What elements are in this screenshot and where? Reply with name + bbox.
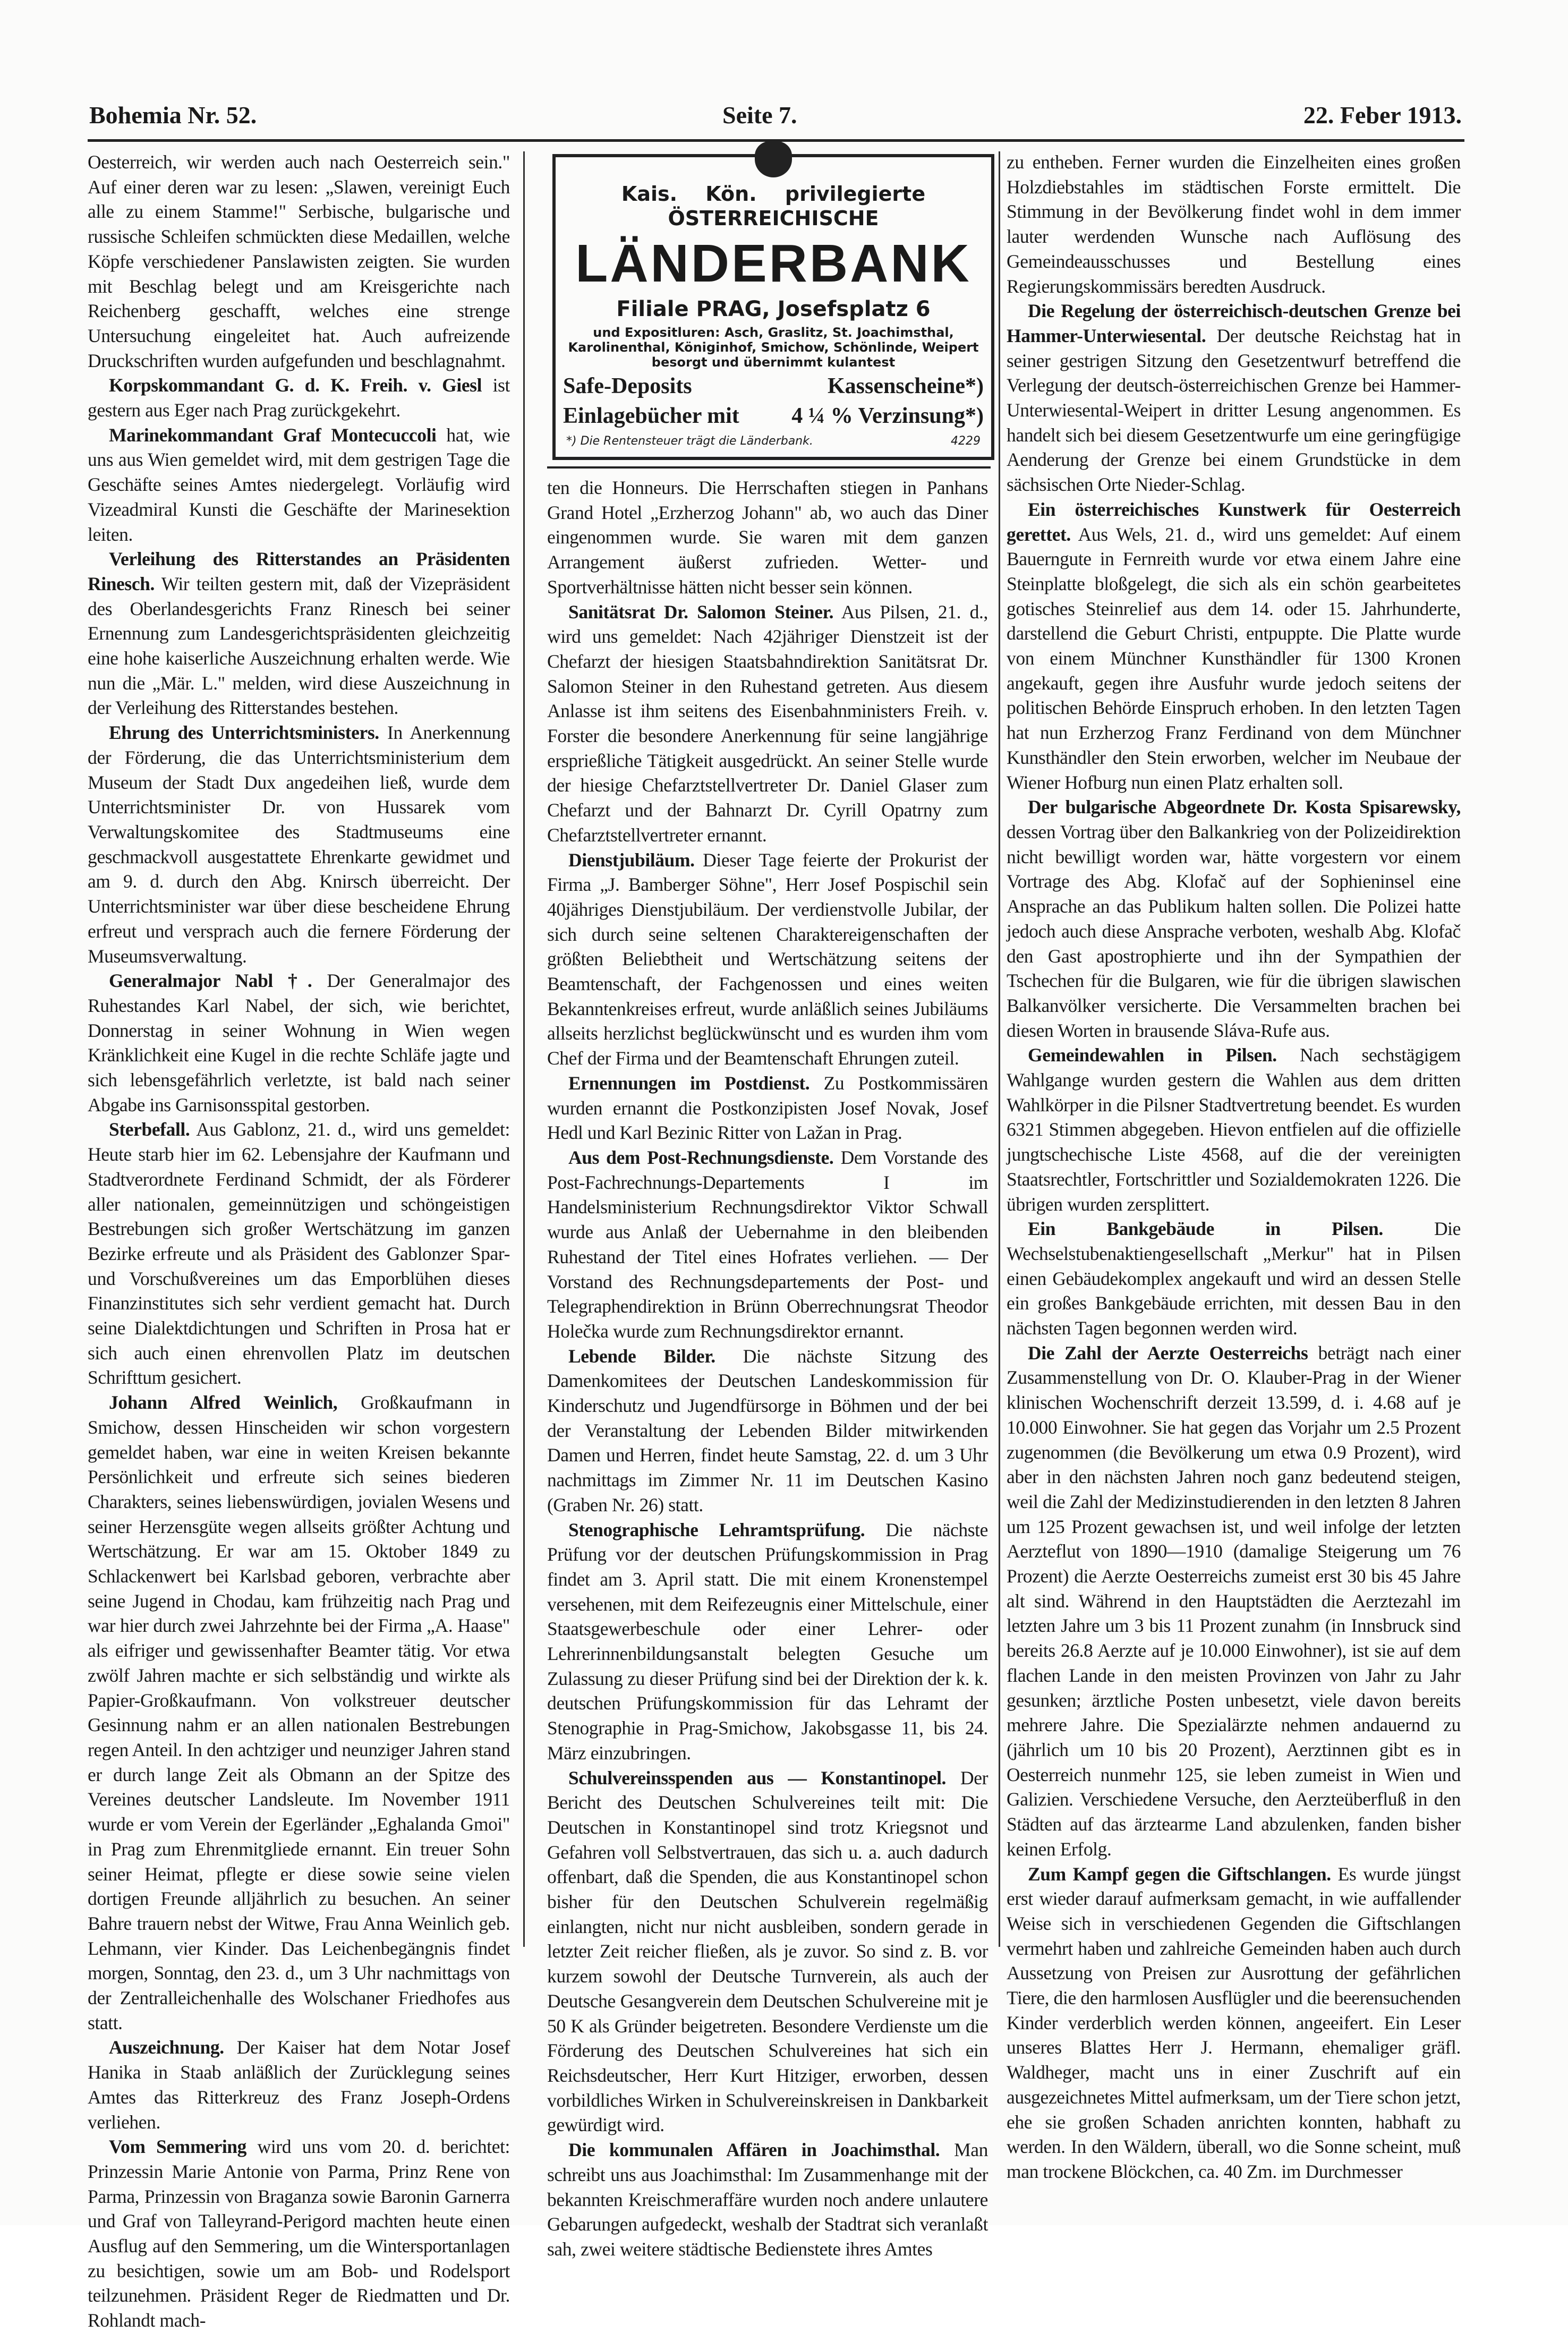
article-body: ist gestern aus Eger nach Prag zurückgekehrt. [88, 374, 510, 421]
article-body: Die nächste Sitzung des Damenkomitees der Deutschen Landeskommission für Kinderschutz und Jugendfürsorge in Böhmen und der bei der Veranstaltung der Lebenden Bilder mitwirkenden Damen und Herren, findet heute Samstag, 22. d. um 3 Uhr nachmittags im Zimmer Nr. 11 im Deutschen Kasino (Graben Nr. 26) statt. [547, 1345, 988, 1515]
article-headline: Ein Bankgebäude in Pilsen. [1028, 1218, 1383, 1240]
article [1007, 1862, 1461, 2184]
ad-line: ÖSTERREICHISCHE [668, 207, 879, 230]
article [547, 1344, 988, 1518]
article-body: dessen Vortrag über den Balkankrieg von der Polizeidirektion nicht bewilligt worden war, hätte vorgestern vor einem Vortrage des Abg. Klofač auf der Sophieninsel eine Ansprache an das Publikum halten sollen. Die Polizei hatte jedoch auch diese Ansprache verboten, weshalb Abg. Klofač den Gast apostrophierte und ihn der Sympathien der Tschechen für die Bulgaren, wie für die übrigen slawischen Balkanvölker versicherte. Die Versammelten brachen bei diesen Worten in brausende Sláva-Rufe aus. [1007, 821, 1461, 1041]
article-headline: Die Zahl der Aerzte Oesterreichs [1028, 1342, 1308, 1364]
ad-number: 4229 [951, 435, 981, 448]
article [547, 2138, 988, 2262]
double-eagle-emblem-icon [755, 141, 792, 177]
article [547, 848, 988, 1071]
article-body: Zu Postkommissären wurden ernannt die Postkonzipisten Josef Novak, Josef Hedl und Karl Bezinic Ritter von Lažan in Prag. [547, 1072, 988, 1144]
article-headline: Generalmajor Nabl †. [109, 970, 312, 992]
article [88, 423, 510, 547]
article-body: Aus Wels, 21. d., wird uns gemeldet: Auf einem Bauerngute in Fernreith wurde vor etwa einem Jahre eine Steinplatte bloßgelegt, die sich als ein schön gearbeitetes gotisches Steinrelief aus dem 14. oder 15. Jahrhunderte, darstellend die Geburt Christi, entpuppte. Die Platte wurde von einem Münchner Kunsthändler für 1300 Kronen angekauft, gegen ihre Ausfuhr wurde jedoch seitens der politischen Behörde Einspruch erhoben. In den letzten Tagen hat nun Erzherzog Franz Ferdinand von dem Münchner Kunsthändler den Stein erworben, welcher im Neubaue der Wiener Hofburg nun einen Platz erhalten soll. [1007, 523, 1461, 793]
article-headline: Aus dem Post-Rechnungsdienste. [568, 1146, 834, 1168]
article-headline: Die kommunalen Affären in Joachimsthal. [568, 2139, 940, 2161]
article [1007, 1216, 1461, 1341]
article [547, 475, 988, 600]
article [88, 2134, 510, 2333]
article [88, 1117, 510, 1390]
article-headline: Auszeichnung. [109, 2037, 224, 2058]
article-headline: Stenographische Lehramtsprüfung. [568, 1519, 865, 1540]
article-body: ten die Honneurs. Die Herrschaften stiegen in Panhans Grand Hotel „Erzherzog Johann" ab, wo auch das Diner eingenommen wurde. Sie waren mit dem ganzen Arrangement äußerst zufrieden. Wetter- und Sportverhältnisse hätten nicht besser sein können. [547, 477, 988, 598]
article [88, 2035, 510, 2134]
article [1007, 1341, 1461, 1862]
article [1007, 1043, 1461, 1216]
article-body: wird uns vom 20. d. berichtet: Prinzessin Marie Antonie von Parma, Prinz Rene von Parma, Prinzessin von Braganza sowie Baronin Garnerra und Graf von Talleyrand-Perigord machten heute einen Ausflug auf den Semmering, um die Wintersportanlagen zu besichtigen, sowie um am Bob- und Rodelsport teilzunehmen. Präsident Reger de Riedmatten und Dr. Rohlandt mach- [88, 2136, 510, 2331]
article-headline: Sterbefall. [109, 1119, 190, 1140]
article [88, 547, 510, 720]
article [1007, 299, 1461, 497]
article [547, 1071, 988, 1145]
article-headline: Zum Kampf gegen die Giftschlangen. [1028, 1863, 1331, 1885]
header-page-number: Seite 7. [722, 101, 797, 129]
article [547, 1145, 988, 1344]
ad-line: Kais. Kön. privilegierte [621, 182, 926, 206]
article-body: Man schreibt uns aus Joachimsthal: Im Zusammenhange mit der bekannten Kreischmeraffäre wurden noch andere unlautere Gebarungen aufgedeckt, weshalb der Stadtrat sich veranlaßt sah, zwei weitere städtische Bedienstete ihres Amtes [547, 2139, 988, 2260]
article [88, 373, 510, 422]
ad-footnote: *) Die Rentensteuer trägt die Länderbank. [566, 435, 813, 448]
ad-service: Safe-Deposits [563, 374, 692, 398]
article-headline: Verleihung des Ritterstandes an Präsidenten Rinesch. [88, 548, 510, 594]
ad-address: Filiale PRAG, Josefsplatz 6 [616, 297, 931, 321]
article-headline: Der bulgarische Abgeordnete Dr. Kosta Spisarewsky, [1028, 796, 1461, 818]
article-body: Es wurde jüngst erst wieder darauf aufmerksam gemacht, in wie auffallender Weise sich in verschiedenen Gegenden die Giftschlangen vermehrt haben und zahlreiche Gemeinden haben auch durch Aussetzung von Preisen zur Ausrottung der gefährlichen Tiere, die den harmlosen Ausflügler und die beerensuchenden Kinder verderblich werden können, angeeifert. Ein Leser unseres Blattes Herr J. Hermann, ehemaliger gräfl. Waldheger, macht uns in einer Zuschrift auf ein ausgezeichnetes Mittel aufmerksam, um der Tiere schon jetzt, ehe sie großen Schaden anrichten konnten, habhaft zu werden. In den Wäldern, überall, wo die Sonne scheint, muß man trockene Blöckchen, ca. 40 Zm. im Durchmesser [1007, 1863, 1461, 2182]
ad-service: Kassenscheine*) [828, 374, 984, 398]
article-body: hat, wie uns aus Wien gemeldet wird, mit dem gestrigen Tage die Geschäfte seines Amtes niedergelegt. Vorläufig wird Vizeadmiral Kunsti die Geschäfte der Marinesektion leiten. [88, 424, 510, 545]
article-body: Dem Vorstande des Post-Fachrechnungs-Departements I im Handelsministerium Rechnungsdirektor Viktor Schwall wurde aus Anlaß der Uebernahme in den bleibenden Ruhestand der Titel eines Hofrates verliehen. — Der Vorstand des Rechnungsdepartements der Post- und Telegraphendirektion in Brünn Oberrechnungsrat Theodor Holečka wurde zum Rechnungsdirektor ernannt. [547, 1146, 988, 1342]
ad-branches: und Expositluren: Asch, Graslitz, St. Joachimsthal, Karolinenthal, Königinhof, Smichow, Schönlinde, Weipert besorgt und übernimmt kulantest [568, 325, 979, 370]
column-2 [547, 475, 988, 2260]
article-body: Die nächste Prüfung vor der deutschen Prüfungskommission in Prag findet am 3. April statt. Die mit einem Kronenstempel versehenen, mit dem Reifezeugnis einer Mittelschule, einer Staatsgewerbeschule oder einer Lehrer- oder Lehrerinnenbildungsanstalt belegten Gesuche um Zulassung zu dieser Prüfung sind bei der Direktion der k. k. deutschen Prüfungskommission für das Lehramt der Stenographie in Prag-Smichow, Jakobsgasse 11, bis 24. März einzubringen. [547, 1519, 988, 1764]
article-headline: Lebende Bilder. [568, 1345, 715, 1367]
column-3 [1007, 150, 1461, 2182]
article-headline: Marinekommandant Graf Montecuccoli [109, 424, 437, 446]
article-body: Oesterreich, wir werden auch nach Oesterreich sein." Auf einer deren war zu lesen: „Slawen, vereinigt Euch alle zu einem Stamme!" Serbische, bulgarische und russische Schleifen schmückten diese Medaillen, welche Köpfe verschiedener Panslawisten zeigten. Sie wurden mit Beschlag belegt und am Kreisgerichte nach Reichenberg geschafft, welches eine strenge Untersuchung eingeleitet hat. Auch aufreizende Druckschriften wurden aufgefunden und beschlagnahmt. [88, 151, 510, 371]
column-1 [88, 150, 510, 2331]
article-body: Der Bericht des Deutschen Schulvereines teilt mit: Die Deutschen in Konstantinopel sind trotz Kriegsnot und Gefahren voll Selbstvertrauen, das sich u. a. auch dadurch offenbart, daß die Spenden, die aus Konstantinopel schon bisher für den Deutschen Schulverein regelmäßig einlangten, nicht nur nicht ausbleiben, sondern gerade in letzter Zeit reicher fließen, als je zuvor. So sind z. B. vor kurzem sowohl der Deutsche Turnverein, als auch der Deutsche Gesangverein dem Deutschen Schulvereine mit je 50 K als Gründer beigetreten. Besondere Verdienste um die Förderung des Deutschen Schulvereines hat sich ein Reichsdeutscher, Herr Kurt Hitziger, erworben, dessen vorbildliches Wirken in Schulvereinskreisen in Dankbarkeit gewürdigt wird. [547, 1767, 988, 2136]
article-headline: Die Regelung der österreichisch-deutschen Grenze bei Hammer-Unterwiesental. [1007, 300, 1461, 346]
article [547, 1766, 988, 2138]
article-headline: Sanitätsrat Dr. Salomon Steiner. [568, 601, 834, 623]
article-body: Aus Gablonz, 21. d., wird uns gemeldet: Heute starb hier im 62. Lebensjahre der Kaufmann und Stadtverordnete Ferdinand Schmidt, der als Förderer aller nationalen, gemeinnützigen und schöngeistigen Bestrebungen sich großer Wertschätzung im ganzen Bezirke erfreute und als Präsident des Gablonzer Spar- und Vorschußvereines um das Emporblühen dieses Finanzinstitutes sich sehr verdient gemacht hat. Durch seine Dialektdichtungen und Schriften in Prosa hat er sich auch einen ehrenvollen Platz im deutschen Schrifttum gesichert. [88, 1119, 510, 1389]
article-headline: Ehrung des Unterrichtsministers. [109, 722, 379, 744]
article-headline: Johann Alfred Weinlich, [109, 1392, 338, 1414]
article [547, 600, 988, 848]
article [88, 1390, 510, 2035]
ad-bank-name: LÄNDERBANK [575, 234, 972, 293]
article-headline: Gemeindewahlen in Pilsen. [1028, 1044, 1277, 1066]
ad-service: Einlagebücher mit [563, 404, 739, 428]
article [88, 968, 510, 1117]
article [1007, 150, 1461, 299]
column-divider [523, 151, 525, 1947]
ad-service: 4 ¼ % Verzinsung*) [791, 404, 984, 428]
article-body: zu entheben. Ferner wurden die Einzelheiten eines großen Holzdiebstahles im städtischen Forste ermittelt. Die Stimmung in der Bevölkerung findet wohl in dem immer lauter werdenden Wunsche nach Auflösung des Gemeindeausschusses und Bestellung eines Regierungskommissärs beredten Ausdruck. [1007, 151, 1461, 297]
article-body: Der Generalmajor des Ruhestandes Karl Nabel, der sich, wie berichtet, Donnerstag in seiner Wohnung in Wien wegen Kränklichkeit eine Kugel in die rechte Schläfe jagte und sich lebensgefährlich verletzte, ist bald nach seiner Abgabe ins Garnisonsspital gestorben. [88, 970, 510, 1116]
article-headline: Vom Semmering [109, 2136, 246, 2158]
article [1007, 497, 1461, 795]
article-body: Dieser Tage feierte der Prokurist der Firma „J. Bamberger Söhne", Herr Josef Pospischil sein 40jähriges Dienstjubiläum. Der verdienstvolle Jubilar, der sich durch seine seltenen Charaktereigenschaften der größten Beliebtheit und Wertschätzung seitens der Beamtenschaft, der Fachgenossen und eines weiten Bekanntenkreises erfreut, wurde anläßlich seines Jubiläums allseits herzlichst beglückwünscht und es wurden ihm vom Chef der Firma und der Beamtenschaft Ehrungen zuteil. [547, 849, 988, 1069]
article [547, 1518, 988, 1766]
article-headline: Ein österreichisches Kunstwerk für Oesterreich gerettet. [1007, 498, 1461, 545]
laenderbank-advertisement [552, 154, 994, 460]
article-body: beträgt nach einer Zusammenstellung von Dr. O. Klauber-Prag in der Wiener klinischen Wochenschrift derzeit 13.599, d. i. 4.68 auf je 10.000 Einwohner. Sie hat gegen das Vorjahr um 2.5 Prozent zugenommen (die Bevölkerung um etwa 0.9 Prozent), wird aber in den nächsten Jahren noch ganz bedeutend steigen, weil die Zahl der Medizinstudierenden in den letzten 8 Jahren um 125 Prozent gewachsen ist, und weil infolge der letzten Aerzteflut von 1890—1910 (damalige Steigerung um 76 Prozent) die Aerzte Oesterreichs zumeist erst 30 bis 45 Jahre alt sind. Während in den Hauptstädten die Aerztezahl im letzten Jahre um 3 bis 11 Prozent zunahm (in Innsbruck sind bereits 26.8 Aerzte auf je 10.000 Einwohner), ist sie auf dem flachen Lande in den meisten Provinzen von Jahr zu Jahr gesunken; ärztliche Posten unbesetzt, viele davon bereits mehrere Jahre. Die Spezialärzte nehmen andauernd zu (jährlich um 10 bis 20 Prozent), Aerztinnen gibt es in Oesterreich nunmehr 125, sie leben zumeist in Wien und Galizien. Verschiedene Versuche, den Aerzteüberfluß in den Städten auf das ärztearme Land abzulenken, fanden bisher keinen Erfolg. [1007, 1342, 1461, 1860]
article-body: In Anerkennung der Förderung, die das Unterrichtsministerium dem Museum der Stadt Dux angedeihen ließ, wurde dem Unterrichtsminister Dr. von Hussarek vom Verwaltungskomitee des Stadtmuseums eine geschmackvoll ausgestattete Ehrenkarte gewidmet und am 9. d. durch den Abg. Knirsch überreicht. Der Unterrichtsminister war über diese bescheidene Ehrung erfreut und versprach auch die fernere Förderung der Museumsverwaltung. [88, 722, 510, 967]
article [1007, 795, 1461, 1043]
article-body: Nach sechstägigem Wahlgange wurden gestern die Wahlen aus dem dritten Wahlkörper in die Pilsner Stadtvertretung beendet. Es wurden 6321 Stimmen abgegeben. Hievon entfielen auf die offizielle jungtschechische Liste 4568, auf die der vereinigten Staatsrechtler, Fortschrittler und Sozialdemokraten 1226. Die übrigen wurden zersplittert. [1007, 1044, 1461, 1215]
article-body: Die Wechselstubenaktiengesellschaft „Merkur" hat in Pilsen einen Gebäudekomplex angekauft und wird an dessen Stelle ein großes Bankgebäude errichten, mit dessen Bau in den nächsten Tagen begonnen werden wird. [1007, 1218, 1461, 1339]
article-body: Der Kaiser hat dem Notar Josef Hanika in Staab anläßlich der Zurücklegung seines Amtes das Ritterkreuz des Franz Joseph-Ordens verliehen. [88, 2037, 510, 2133]
article-headline: Schulvereinsspenden aus — Konstantinopel. [568, 1767, 947, 1789]
article [88, 720, 510, 968]
ad-bottom-rule [547, 466, 991, 469]
article-body: Aus Pilsen, 21. d., wird uns gemeldet: Nach 42jähriger Dienstzeit ist der Chefarzt der hiesigen Staatsbahndirektion Sanitätsrat Dr. Salomon Steiner in den Ruhestand getreten. Aus diesem Anlasse ist ihm seitens des Eisenbahnministers Freih. v. Forster die besondere Anerkennung für seine langjährige ersprießliche Tätigkeit ausgedrückt. An seiner Stelle wurde der hiesige Chefarztstellvertreter Dr. Daniel Glaser zum Chefarzt und der Bahnarzt Dr. Cyrill Opatrny zum Chefarztstellvertreter ernannt. [547, 601, 988, 846]
article-headline: Korpskommandant G. d. K. Freih. v. Giesl [109, 374, 482, 396]
article-body: Wir teilten gestern mit, daß der Vizepräsident des Oberlandesgerichts Franz Rinesch bei seiner Ernennung zum Landesgerichtspräsidenten gleichzeitig eine hohe kaiserliche Auszeichnung erhalten werde. Wie nun die „Mär. L." melden, wird diese Auszeichnung in der Verleihung des Ritterstandes bestehen. [88, 573, 510, 719]
article-body: Großkaufmann in Smichow, dessen Hinscheiden wir schon vorgestern gemeldet haben, war eine in weiten Kreisen bekannte Persönlichkeit und erfreute sich seines biederen Charakters, seines liebenswürdigen, jovialen Wesens und seiner Herzensgüte wegen allseits größter Achtung und Wertschätzung. Er war am 15. Oktober 1849 zu Schlackenwert bei Karlsbad geboren, verbrachte aber seine Jugend in Chodau, kam frühzeitig nach Prag und war hier durch zwei Jahrzehnte bei der Firma „A. Haase" als eifriger und gewissenhafter Beamter tätig. Vor etwa zwölf Jahren machte er sich selbständig und wirkte als Papier-Großkaufmann. Von volkstreuer deutscher Gesinnung nahm er an allen nationalen Bestrebungen regen Anteil. In den achtziger und neunziger Jahren stand er durch lange Zeit als Obmann an der Spitze des Vereines deutscher Landsleute. Im November 1911 wurde er vom Verein der Egerländer „Eghalanda Gmoi" in Prag zum Ehrenmitgliede ernannt. Ein treuer Sohn seiner Heimat, pflegte er diese sowie seine vielen dortigen Freunde alljährlich zu besuchen. An seiner Bahre trauern nebst der Witwe, Frau Anna Weinlich geb. Lehmann, vier Kinder. Das Leichenbegängnis findet morgen, Sonntag, den 23. d., um 3 Uhr nachmittags von der Zentralleichenhalle des Wolschaner Friedhofes aus statt. [88, 1392, 510, 2033]
header-issue: Bohemia Nr. 52. [89, 101, 257, 129]
article-headline: Ernennungen im Postdienst. [568, 1072, 810, 1094]
header-date: 22. Feber 1913. [1303, 101, 1462, 129]
column-divider [999, 151, 1000, 1947]
article-body: Der deutsche Reichstag hat in seiner gestrigen Sitzung den Gesetzentwurf betreffend die Verlegung der deutsch-österreichischen Grenze bei Hammer-Unterwiesental-Weipert in dritter Lesung angenommen. Es handelt sich bei diesem Gesetzentwurfe um eine geringfügige Aenderung der Grenze bei einem Grundstücke in dem sächsischen Orte Nieder-Schlag. [1007, 325, 1461, 496]
article [88, 150, 510, 373]
article-headline: Dienstjubiläum. [568, 849, 695, 871]
